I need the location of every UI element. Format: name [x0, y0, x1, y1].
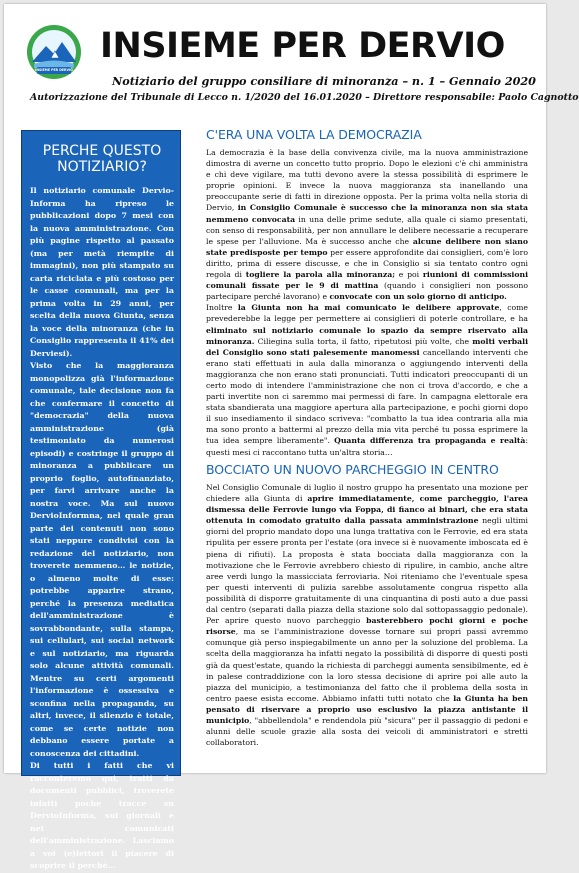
- article-parcheggio: [206, 462, 528, 748]
- logo: [26, 24, 82, 80]
- text-run: , ma se l'amministrazione dovesse tornare sui propri passi avremmo comunque già perso inspiegabilmente un anno per la soluzione del problema. La scelta della maggioranza ha infatti negato la possibilità di disporre di questi posti già da quest'estate, quando la richiesta di parcheggi aumenta sensibilmente, ed è in palese contraddizione con la loro stessa decisione di aprire poi alle auto la piazza del municipio, a testimonianza del fatto che il problema della sosta in centro paese esista eccome. Abbiamo infatti tutti notato che: [206, 627, 528, 703]
- text-run: La democrazia è la base della convivenza civile, ma la nuova amministrazione dimostra di averne un concetto tutto proprio. Dopo le elezioni c'è chi amministra e chi deve vigilare, ma tutti devono avere la stessa possibilità di esprimere le proprie opinioni. E invece la nuova maggioranza sta inanellando una preoccupante serie di fatti in direzione opposta. Per la prima volta nella storia di Dervio,: [206, 148, 528, 213]
- article-democrazia: [206, 127, 528, 458]
- main-column: [206, 127, 529, 748]
- sidebar-body: [30, 185, 174, 873]
- text-run: negli ultimi giorni del proprio mandato dopo una lunga trattativa con le Ferrovie, ed era stata ripulita per essere pronta per l'estate (ora invece si è nuovamente imboscata ed è piena di rifiuti). La proposta è stata bocciata dalla maggioranza con la motivazione che le Ferrovie avrebbero chiesto di ripulire, in cambio, anche altre aree verdi lungo la massicciata ferroviaria. Noi riteniamo che l'eventuale spesa per questi interventi di pulizia sarebbe assolutamente congrua rispetto alla possibilità di disporre gratuitamente di una cinquantina di posti auto a due passi dal centro (separati dalla piazza della stazione solo dal sottopassaggio pedonale). Per aprire questo nuovo parcheggio: [206, 516, 528, 626]
- bold-run: riunioni di commissioni comunali fissate per le 9 di mattina: [206, 270, 528, 291]
- text-run: , "abbellendola" e rendendola più "sicura" per il passaggio di pedoni e alunni delle scuole grazie alla sosta dei veicoli di amministratori e stretti collaboratori.: [206, 715, 528, 748]
- masthead-subtitle: Notiziario del gruppo consiliare di minoranza – n. 1 – Gennaio 2020: [112, 74, 536, 88]
- sidebar-title-line-2: NOTIZIARIO?: [57, 159, 147, 175]
- masthead-title: INSIEME PER DERVIO: [100, 26, 505, 66]
- article-paragraph: [206, 482, 528, 748]
- bold-run: convocate con un solo giorno di anticipo.: [329, 292, 507, 302]
- bold-run: alcune delibere non siano state predisposte per tempo: [206, 236, 528, 257]
- sidebar-paragraph: Di tutti i fatti che vi racconteremo qui, tratti da documenti pubblici, troverete infatti poche tracce su DervioInforma, sui giornali e nei comunicati dell'amministrazione. Lasciamo a voi (e)lettori il piacere di scoprire il perché…: [30, 761, 174, 870]
- text-run: Inoltre: [206, 303, 238, 313]
- text-run: : questi mesi ci raccontano tutta un'altra storia…: [206, 436, 528, 457]
- text-run: e poi: [395, 270, 423, 280]
- text-run: , come prevederebbe la legge per permettere ai consiglieri di poterle controllare, e ha: [206, 303, 528, 324]
- text-run: in una delle prime sedute, alla quale ci siamo presentati, con senso di responsabilità, per non annullare le delibere necessarie a recuperare le spese per l'alluvione. Ma è successo anche che: [206, 214, 528, 246]
- bold-run: molti verbali del Consiglio sono stati palesemente manomessi: [206, 336, 528, 357]
- text-run: per essere approfondite dai consiglieri, com'è loro diritto, prima di essere discusse, e che in Consiglio si sia tentato contro ogni regola di: [206, 247, 528, 280]
- newsletter-page: [4, 4, 579, 870]
- text-run: (quando i consiglieri non possono partecipare perché lavorano) e: [206, 281, 529, 302]
- sidebar-paragraph: Visto che la maggioranza monopolizza già l'informazione comunale, tale decisione non fa che confermare il concetto di "democrazia" della nuova amministrazione (già testimoniato da numerosi episodi) e costringe il gruppo di minoranza a pubblicare un proprio foglio, autofinanziato, per farvi arrivare anche la nostra voce. Ma sul nuovo DervioInformna, nel quale gran parte dei contenuti non sono stati neppure condivisi con la redazione del notiziario, non troverete nemmeno… le notizie, o almeno molte di esse: potrebbe apparire strano, perché la presenza mediatica dell'amministrazione è sovrabbondante, sulla stampa, sui cellulari, sui social network e sul notiziario, ma riguarda solo alcune attività comunali. Mentre su certi argomenti l'informazione è ossessiva e sconfina nella propaganda, su altri, invece, il silenzio è totale, come se certe notizie non debbano essere portate a conoscenza dei cittadini.: [30, 361, 174, 758]
- article-paragraph: [206, 147, 528, 302]
- bold-run: la Giunta non ha mai comunicato le delibere approvate: [237, 303, 500, 313]
- sidebar-title-line-1: PERCHE QUESTO: [42, 143, 162, 159]
- bold-run: in Consiglio Comunale è successo che la minoranza non sia stata nemmeno convocata: [206, 203, 528, 224]
- bold-run: Quanta differenza tra propaganda e realtà: [334, 436, 526, 446]
- text-run: Nel Consiglio Comunale di luglio il nostro gruppo ha presentato una mozione per chiedere alla Giunta di: [206, 483, 528, 504]
- logo-label: INSIEME PER DERVIO: [35, 68, 73, 72]
- article-body: [206, 482, 528, 748]
- article-body: [206, 147, 528, 458]
- authorization-line: Autorizzazione del Tribunale di Lecco n. 1/2020 del 16.01.2020 – Direttore responsabile: Paolo Cagnotto: [30, 92, 579, 103]
- sidebar-title: [30, 143, 174, 175]
- bold-run: aprire immediatamente, come parcheggio, l'area dismessa delle Ferrovie lungo via Foppa, di fianco ai binari, che era stata ottenuta in comodato gratuito dalla passata amministrazione: [206, 494, 528, 526]
- bold-run: la Giunta ha ben pensato di riservare a proprio uso esclusivo la piazza antistante il municipio: [206, 693, 528, 725]
- article-paragraph: [206, 302, 528, 457]
- sidebar-paragraph: Il notiziario comunale Dervio-Informa ha ripreso le pubblicazioni dopo 7 mesi con la nuova amministrazione. Con più pagine rispetto al passato (ma per metà riempite di immagini), non più stampato su carta riciclata e più costoso per le casse comunali, ma per la prima volta in 29 anni, per scelta della nuova Giunta, senza la voce della minoranza (che in Consiglio rappresenta il 41% dei Derviesi).: [30, 186, 174, 358]
- article-title: C'ERA UNA VOLTA LA DEMOCRAZIA: [206, 127, 422, 142]
- bold-run: togliere la parola alla minoranza;: [245, 270, 396, 280]
- bold-run: eliminato sul notiziario comunale lo spazio da sempre riservato alla minoranza.: [206, 325, 528, 346]
- sidebar-box: [21, 130, 181, 870]
- text-run: cancellando interventi che erano stati effettuati in aula dalla minoranza o aggiungendo interventi della maggioranza che non erano stati pronunciati. Tutti indicatori preoccupanti di un certo modo di intendere l'amministrazione che non ci trova d'accordo, e che a parti invertite non ci saremmo mai permessi di fare. In campagna elettorale era stata sbandierata una maggiore apertura alla partecipazione, e pochi giorni dopo il suo insediamento il sindaco scriveva: "combatto la tua idea contraria alla mia ma sono pronto a battermi al prezzo della mia vita perché tu possa esprimere la tua idea sempre liberamente".: [206, 347, 528, 446]
- bold-run: basterebbero pochi giorni e poche risorse: [206, 616, 528, 637]
- article-title: BOCCIATO UN NUOVO PARCHEGGIO IN CENTRO: [206, 462, 499, 477]
- text-run: Ciliegina sulla torta, il fatto, ripetutosi più volte, che: [254, 336, 473, 346]
